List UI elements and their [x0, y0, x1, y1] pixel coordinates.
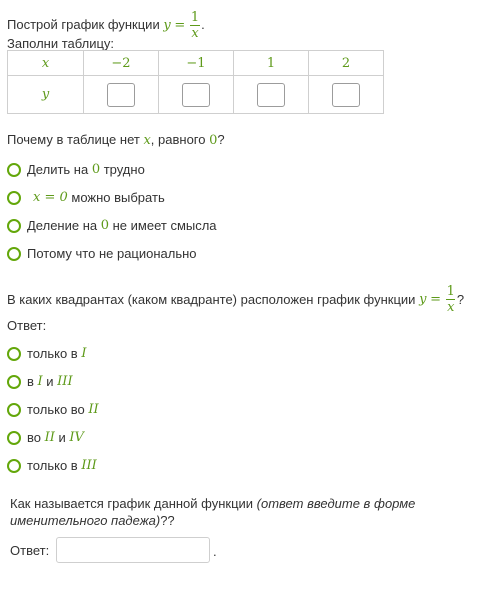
- q2-option-4[interactable]: [7, 430, 84, 445]
- radio-icon[interactable]: [7, 375, 21, 389]
- task-fraction: [190, 11, 200, 40]
- option-text: можно выбрать: [67, 190, 165, 205]
- option-text: Делить на: [27, 162, 92, 177]
- option-text: и: [54, 430, 70, 445]
- q1-prompt-text-a: Почему в таблице нет: [7, 132, 140, 147]
- q2-y: y: [419, 292, 427, 307]
- table-row-x: [8, 51, 384, 76]
- radio-icon[interactable]: [7, 191, 21, 205]
- task-end: .: [201, 16, 205, 32]
- graph-name-input[interactable]: [56, 537, 210, 563]
- option-math: II: [44, 430, 55, 445]
- radio-icon[interactable]: [7, 247, 21, 261]
- radio-icon[interactable]: [7, 459, 21, 473]
- y-input-4[interactable]: [332, 83, 360, 107]
- value-table: [7, 50, 384, 114]
- x-value-4: 2: [309, 51, 384, 76]
- q3-hint: (ответ введите в форме именительного падежа): [10, 496, 416, 528]
- q2-fraction: [446, 285, 456, 314]
- y-input-1[interactable]: [107, 83, 135, 107]
- option-text: и: [42, 374, 58, 389]
- q1-prompt-zero: 0: [209, 133, 218, 148]
- option-text: только в: [27, 458, 82, 473]
- q2-prompt-text: В каких квадрантах (каком квадранте) расположен график функции: [7, 292, 416, 307]
- y-header: y: [8, 76, 84, 114]
- q1-prompt: [7, 132, 225, 148]
- q3-answer-label: Ответ:: [10, 543, 50, 558]
- q1-prompt-text-b: , равного: [150, 132, 206, 147]
- radio-icon[interactable]: [7, 163, 21, 177]
- radio-icon[interactable]: [7, 431, 21, 445]
- y-input-3[interactable]: [257, 83, 285, 107]
- q2-option-1[interactable]: [7, 346, 86, 361]
- option-math: 0: [91, 162, 101, 177]
- q2-option-5[interactable]: [7, 458, 97, 473]
- q1-option-4[interactable]: [7, 246, 197, 261]
- task-text: Построй график функции: [7, 16, 160, 32]
- q1-option-2[interactable]: [7, 190, 165, 205]
- task-fraction-den: x: [191, 26, 199, 41]
- option-math: IV: [69, 430, 84, 445]
- fill-table-label: Заполни таблицу:: [7, 36, 115, 51]
- option-math: I: [81, 346, 87, 361]
- radio-icon[interactable]: [7, 347, 21, 361]
- option-math: III: [57, 374, 73, 389]
- radio-icon[interactable]: [7, 219, 21, 233]
- x-value-2: −1: [159, 51, 234, 76]
- option-text: Потому что не рационально: [27, 246, 197, 261]
- option-math: x = 0: [33, 190, 68, 205]
- q3-dot: .: [213, 544, 217, 559]
- q1-prompt-x: x: [143, 133, 151, 148]
- q3-end: ??: [160, 513, 175, 528]
- option-text: в: [27, 374, 38, 389]
- x-value-1: −2: [84, 51, 159, 76]
- option-math: II: [88, 402, 99, 417]
- option-text: не имеет смысла: [109, 218, 217, 233]
- x-header: x: [8, 51, 84, 76]
- option-math: I: [37, 374, 43, 389]
- option-text: трудно: [100, 162, 145, 177]
- option-text: только в: [27, 346, 82, 361]
- option-math: 0: [100, 218, 110, 233]
- table-row-y: [8, 76, 384, 114]
- q3-prompt: [10, 495, 470, 529]
- option-text: во: [27, 430, 45, 445]
- q1-option-1[interactable]: [7, 162, 145, 177]
- option-text: Деление на: [27, 218, 101, 233]
- q2-end: ?: [456, 292, 465, 307]
- option-text: только во: [27, 402, 89, 417]
- q2-option-3[interactable]: [7, 402, 99, 417]
- q1-option-3[interactable]: [7, 218, 217, 233]
- q2-fraction-den: x: [447, 300, 455, 315]
- task-fraction-num: 1: [190, 10, 200, 25]
- radio-icon[interactable]: [7, 403, 21, 417]
- q2-answer-label: Ответ:: [7, 318, 47, 333]
- task-eq: =: [174, 17, 186, 33]
- option-math: III: [81, 458, 97, 473]
- q3-prompt-text: Как называется график данной функции: [10, 496, 254, 511]
- q2-prompt: [7, 285, 497, 314]
- task-y: y: [163, 17, 171, 33]
- y-input-2[interactable]: [182, 83, 210, 107]
- q2-fraction-num: 1: [446, 284, 455, 299]
- q2-option-2[interactable]: [7, 374, 73, 389]
- x-value-3: 1: [234, 51, 309, 76]
- q1-prompt-end: ?: [217, 132, 225, 147]
- q2-eq: =: [430, 292, 441, 307]
